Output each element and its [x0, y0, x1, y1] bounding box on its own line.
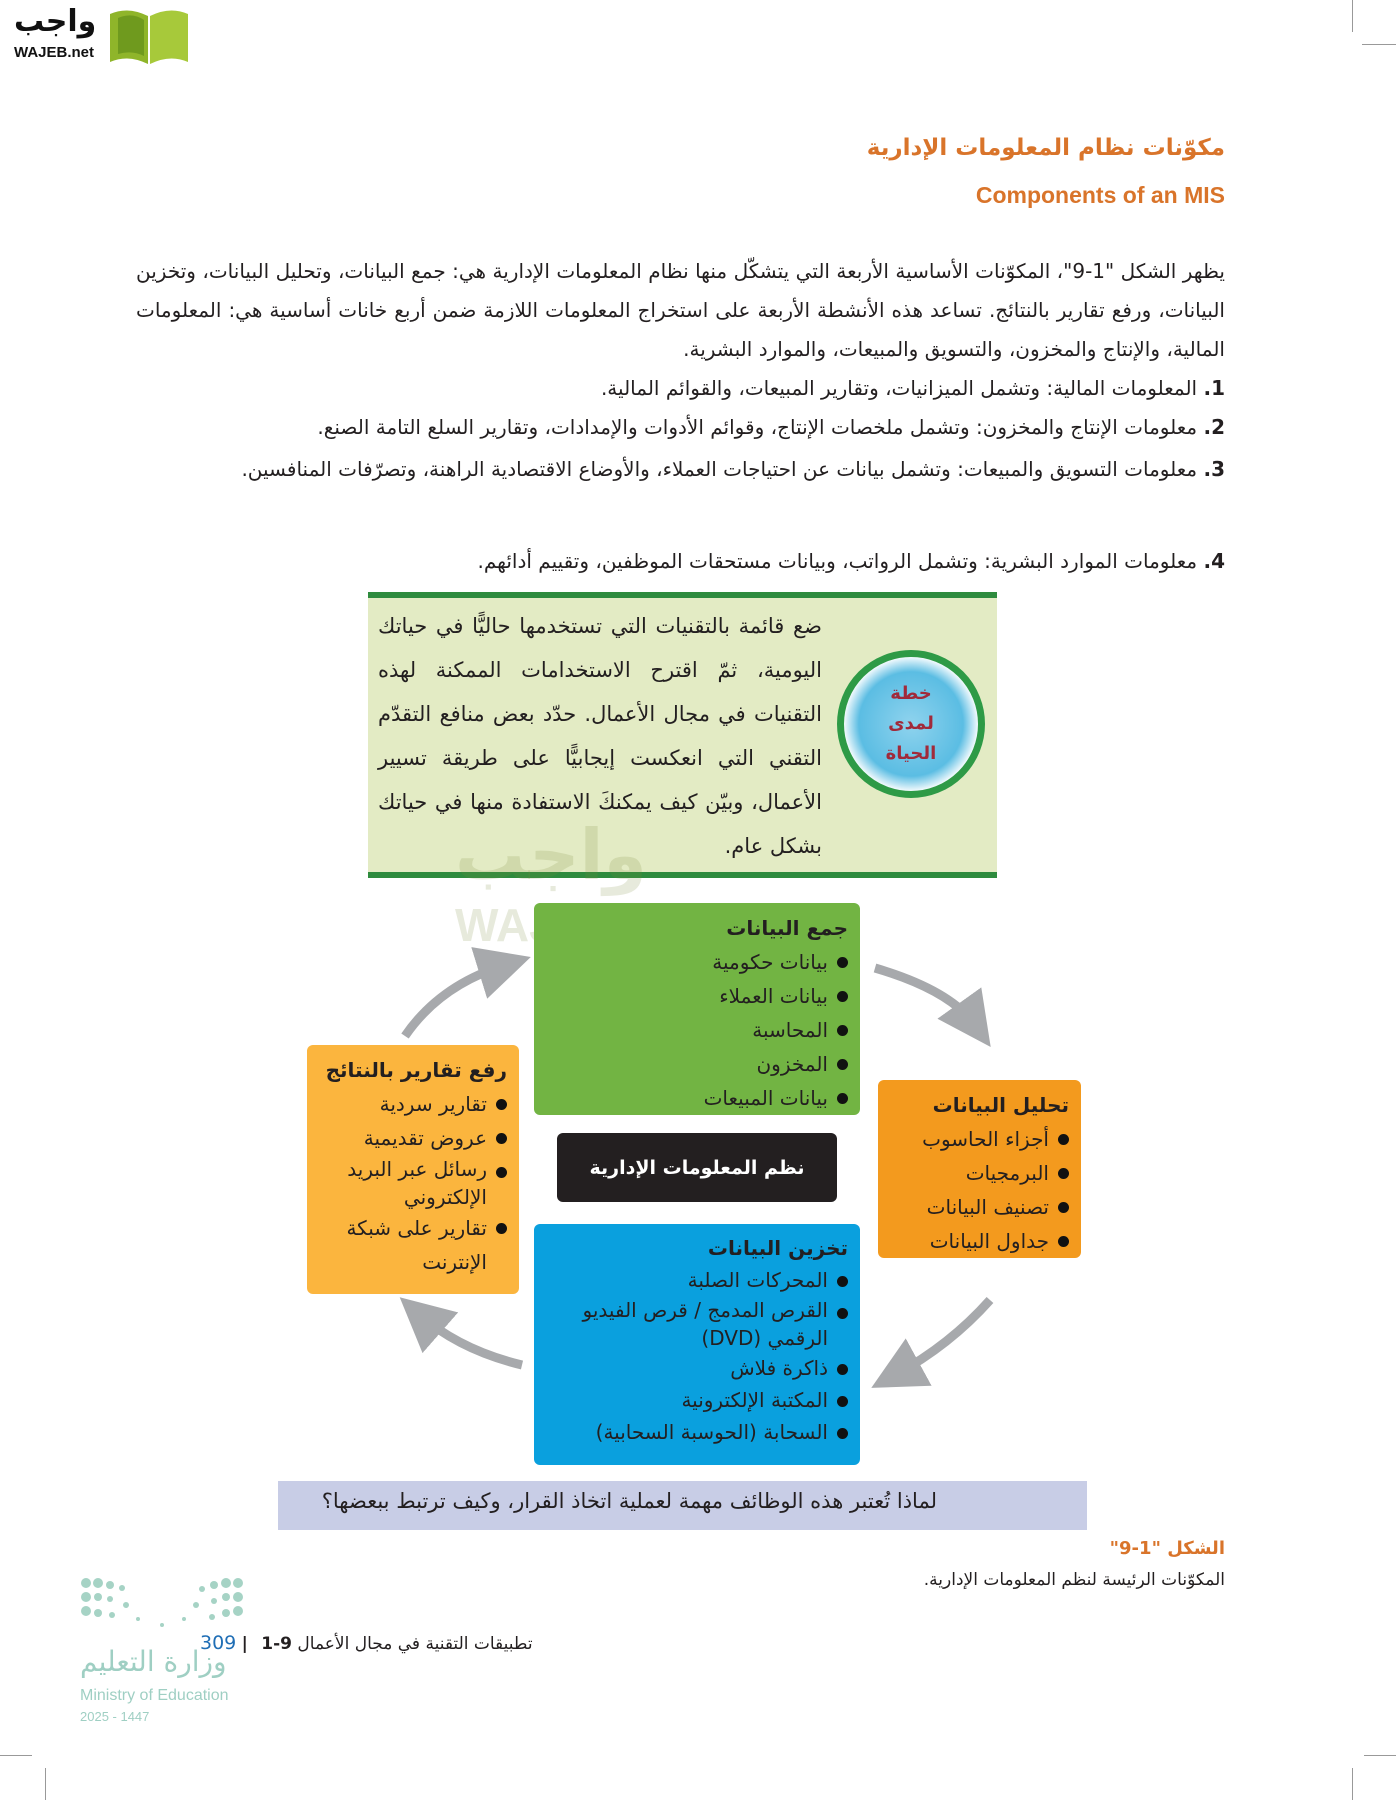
section-title-english: Components of an MIS: [975, 182, 1225, 208]
list-item: بيانات حكومية: [546, 945, 848, 979]
ministry-year: 2025 - 1447: [80, 1709, 150, 1724]
list-item: تقارير على شبكة الإنترنت: [319, 1211, 507, 1279]
list-item: رسائل عبر البريد الإلكتروني: [319, 1155, 507, 1211]
center-label: نظم المعلومات الإدارية: [589, 1156, 805, 1179]
logo-arabic: واجب: [14, 4, 97, 39]
list-item: المكتبة الإلكترونية: [546, 1384, 848, 1416]
ministry-arabic: وزارة التعليم: [80, 1645, 227, 1678]
discussion-question: لماذا تُعتبر هذه الوظائف مهمة لعملية اتخاذ القرار، وكيف ترتبط ببعضها؟: [278, 1481, 1087, 1530]
page-footer: [200, 1632, 533, 1654]
ministry-dots-icon: [78, 1575, 248, 1640]
logo-latin: WAJEB.net: [14, 44, 95, 61]
list-number: 4.: [1203, 549, 1225, 573]
section-title-arabic: مكوّنات نظام المعلومات الإدارية: [866, 135, 1225, 161]
box-title: تحليل البيانات: [932, 1093, 1069, 1117]
list-item: المخزون: [546, 1047, 848, 1081]
list-item: تقارير سردية: [319, 1087, 507, 1121]
list-item: المحاسبة: [546, 1013, 848, 1047]
list-item: بيانات العملاء: [546, 979, 848, 1013]
arrow-icon: [875, 968, 975, 1025]
arrow-icon: [895, 1300, 990, 1375]
list-item: بيانات المبيعات: [546, 1081, 848, 1115]
mis-center-box: [557, 1133, 837, 1202]
list-text: معلومات الإنتاج والمخزون: وتشمل ملخصات الإنتاج، وقوائم الأدوات والإمدادات، وتقارير السلع التامة الصنع.: [317, 415, 1198, 439]
list-text: المعلومات المالية: وتشمل الميزانيات، وتقارير المبيعات، والقوائم المالية.: [600, 376, 1198, 400]
list-item: ذاكرة فلاش: [546, 1352, 848, 1384]
badge-label: خطة لمدى الحياة: [885, 683, 937, 764]
list-item: عروض تقديمية: [319, 1121, 507, 1155]
figure-caption-title: الشكل "1-9": [1109, 1538, 1225, 1559]
figure-caption-text: المكوّنات الرئيسة لنظم المعلومات الإدارية.: [923, 1570, 1225, 1590]
report-results-box: [307, 1045, 519, 1294]
collect-data-box: [534, 903, 860, 1115]
intro-paragraph: يظهر الشكل "1-9"، المكوّنات الأساسية الأربعة التي يتشكّل منها نظام المعلومات الإدارية هي: جمع البيانات، وتحليل البيانات، وتخزين البيانات، ورفع تقارير بالنتائج. تساعد هذه الأنشطة الأربعة على استخراج المعلومات اللازمة ضمن أربع خانات أساسية هي: المعلومات المالية، والإنتاج والمخزون، والتسويق والمبيعات، والموارد البشرية.: [136, 259, 1226, 361]
ministry-english: Ministry of Education: [80, 1687, 229, 1704]
list-item: تصنيف البيانات: [890, 1190, 1069, 1224]
list-item: أجزاء الحاسوب: [890, 1122, 1069, 1156]
list-text: معلومات التسويق والمبيعات: وتشمل بيانات عن احتياجات العملاء، والأوضاع الاقتصادية الراهنة، وتصرّفات المنافسين.: [241, 457, 1198, 481]
list-item: البرمجيات: [890, 1156, 1069, 1190]
arrow-icon: [420, 1315, 522, 1365]
arrow-icon: [405, 965, 505, 1036]
list-number: 3.: [1203, 457, 1225, 481]
chapter-number: 1-9: [261, 1634, 293, 1654]
list-item: جداول البيانات: [890, 1224, 1069, 1258]
page-number: 309: [200, 1632, 237, 1654]
analyze-data-box: [878, 1080, 1081, 1258]
store-data-box: [534, 1224, 860, 1465]
list-text: معلومات الموارد البشرية: وتشمل الرواتب، وبيانات مستحقات الموظفين، وتقييم أدائهم.: [477, 549, 1198, 573]
chapter-title: تطبيقات التقنية في مجال الأعمال: [297, 1634, 533, 1654]
list-item: السحابة (الحوسبة السحابية): [546, 1416, 848, 1448]
list-number: 1.: [1203, 376, 1225, 400]
list-item: المحركات الصلبة: [546, 1264, 848, 1296]
box-title: رفع تقارير بالنتائج: [325, 1058, 507, 1082]
callout-text: ضع قائمة بالتقنيات التي تستخدمها حاليًّا في حياتك اليومية، ثمّ اقترح الاستخدامات الممكنة لهذه التقنيات في مجال الأعمال. حدّد بعض منافع التقدّم التقني التي انعكست إيجابيًّا على طريقة تسيير الأعمال، وبيّن كيف يمكنكَ الاستفادة منها في حياتك بشكل عام.: [378, 614, 822, 858]
box-title: جمع البيانات: [726, 916, 848, 940]
list-item: القرص المدمج / قرص الفيديو الرقمي (DVD): [546, 1296, 848, 1352]
footer-separator: |: [241, 1634, 248, 1654]
list-number: 2.: [1203, 415, 1225, 439]
box-title: تخزين البيانات: [707, 1236, 848, 1260]
